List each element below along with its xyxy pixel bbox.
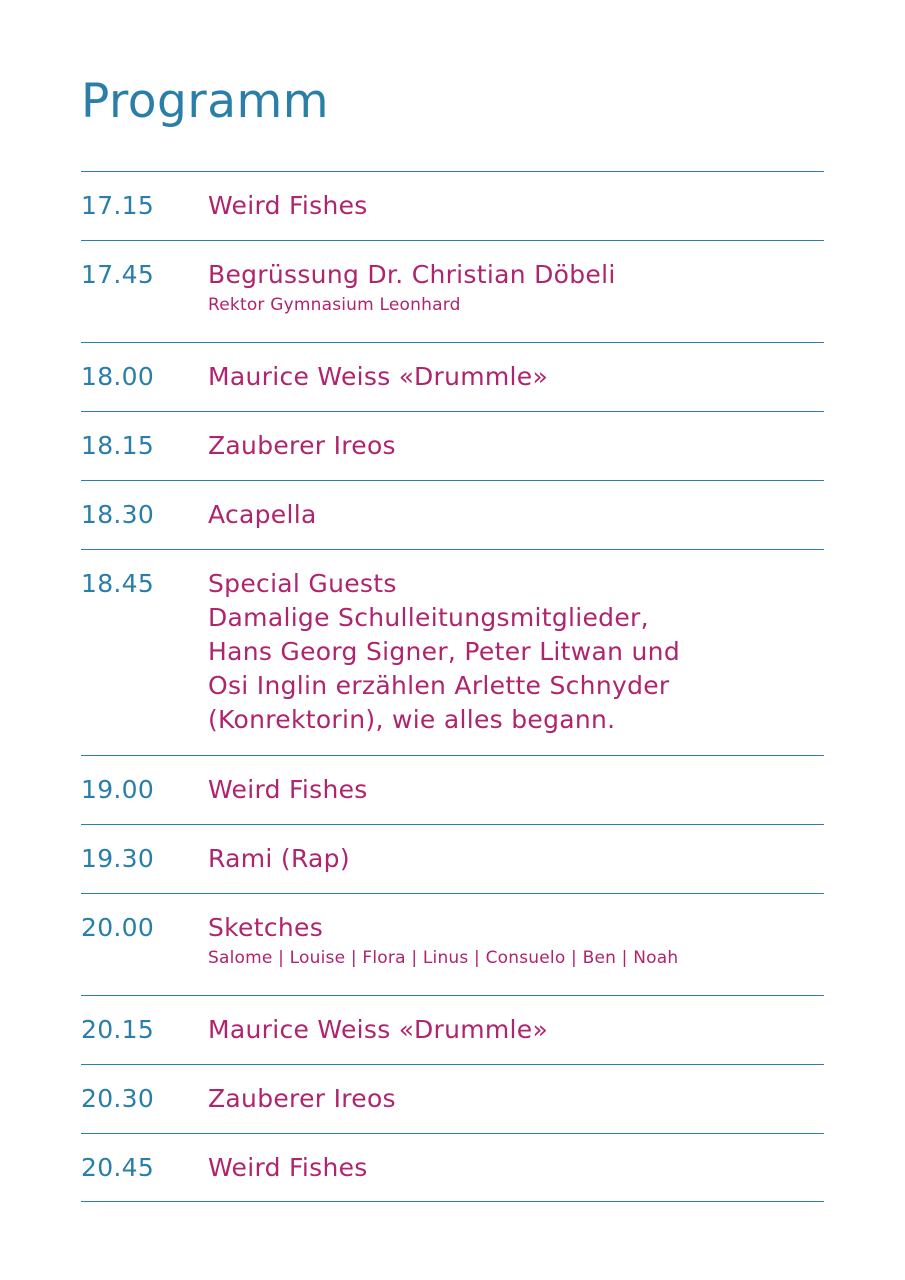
row-time: 18.30 [81, 500, 155, 529]
schedule-row [81, 1133, 824, 1202]
schedule-row [81, 342, 824, 411]
row-time: 18.45 [81, 569, 155, 598]
page-title: Programm [81, 74, 330, 129]
row-title: Maurice Weiss «Drummle» [208, 362, 549, 391]
row-body [208, 894, 824, 969]
row-title: Rami (Rap) [208, 844, 350, 873]
row-body [208, 550, 824, 737]
row-title: Acapella [208, 500, 317, 529]
schedule-row [81, 893, 824, 995]
schedule-row [81, 240, 824, 342]
row-title: Zauberer Ireos [208, 1084, 396, 1113]
row-body [208, 172, 824, 223]
row-subtitle: Rektor Gymnasium Leonhard [208, 295, 461, 315]
row-body [208, 996, 824, 1047]
schedule-row [81, 411, 824, 480]
row-time: 19.00 [81, 775, 155, 804]
schedule-row [81, 755, 824, 824]
row-title: Sketches [208, 913, 324, 942]
row-time: 17.45 [81, 260, 155, 289]
schedule-row [81, 824, 824, 893]
row-time: 20.45 [81, 1153, 155, 1182]
row-title: Zauberer Ireos [208, 431, 396, 460]
row-title: Maurice Weiss «Drummle» [208, 1015, 549, 1044]
schedule-row [81, 995, 824, 1064]
schedule-row [81, 480, 824, 549]
row-body [208, 1065, 824, 1116]
row-time: 17.15 [81, 191, 155, 220]
row-time: 18.00 [81, 362, 155, 391]
schedule-row [81, 1064, 824, 1133]
row-title: Begrüssung Dr. Christian Döbeli [208, 260, 616, 289]
row-time: 19.30 [81, 844, 155, 873]
row-body [208, 241, 824, 316]
row-body [208, 1134, 824, 1185]
row-body [208, 412, 824, 463]
program-schedule [81, 171, 824, 1202]
row-body [208, 343, 824, 394]
row-time: 20.30 [81, 1084, 155, 1113]
row-title: Weird Fishes [208, 191, 368, 220]
row-title: Weird Fishes [208, 775, 368, 804]
row-time: 20.15 [81, 1015, 155, 1044]
row-title: Special Guests Damalige Schulleitungsmitglieder, Hans Georg Signer, Peter Litwan und Osi Inglin erzählen Arlette Schnyder (Konrektorin), wie alles begann. [208, 569, 680, 734]
row-time: 20.00 [81, 913, 155, 942]
row-time: 18.15 [81, 431, 155, 460]
row-subtitle: Salome | Louise | Flora | Linus | Consuelo | Ben | Noah [208, 948, 679, 968]
row-title: Weird Fishes [208, 1153, 368, 1182]
row-body [208, 756, 824, 807]
row-body [208, 825, 824, 876]
schedule-row [81, 171, 824, 240]
row-body [208, 481, 824, 532]
schedule-row [81, 549, 824, 755]
